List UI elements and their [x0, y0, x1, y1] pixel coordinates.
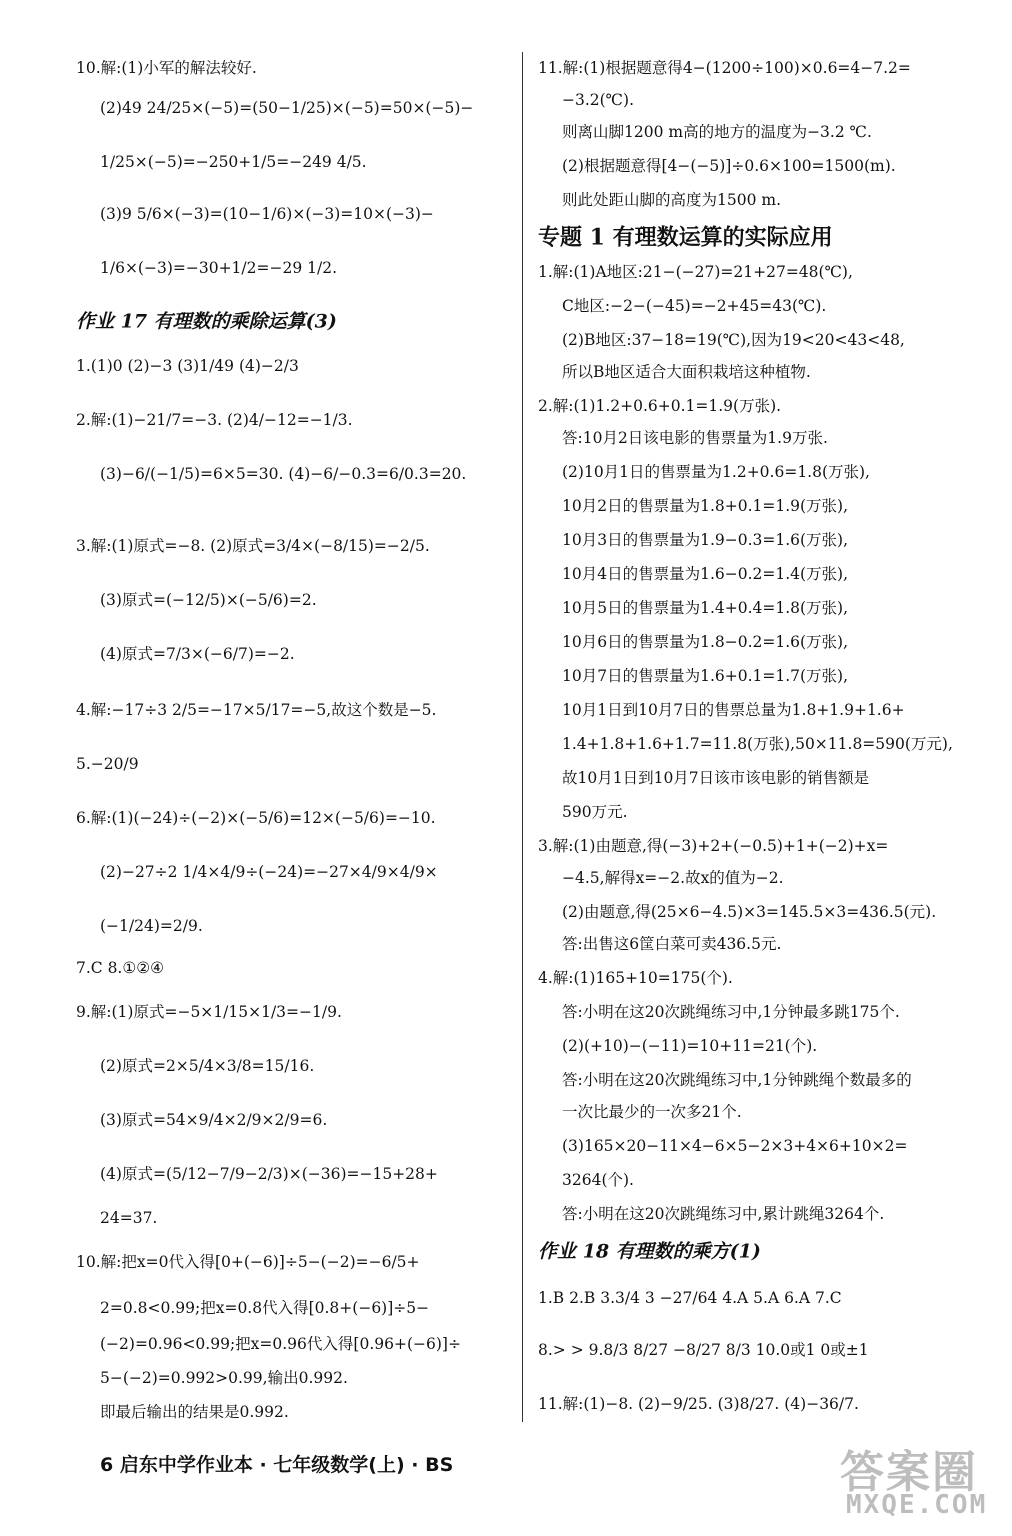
- text-line: (2)由题意,得(25×6−4.5)×3=145.5×3=436.5(元).: [562, 903, 937, 921]
- text-line: 2=0.8<0.99;把x=0.8代入得[0.8+(−6)]÷5−: [100, 1299, 430, 1317]
- text-line: 4.解:−17÷3 2/5=−17×5/17=−5,故这个数是−5.: [76, 701, 437, 719]
- text-line: 1.解:(1)A地区:21−(−27)=21+27=48(℃),: [538, 263, 853, 281]
- text-line: 590万元.: [562, 803, 628, 821]
- text-line: (2)根据题意得[4−(−5)]÷0.6×100=1500(m).: [562, 157, 896, 175]
- text-line: (2)49 24/25×(−5)=(50−1/25)×(−5)=50×(−5)−: [100, 99, 474, 117]
- text-line: 答:10月2日该电影的售票量为1.9万张.: [562, 429, 828, 447]
- text-line: 5−(−2)=0.992>0.99,输出0.992.: [100, 1369, 348, 1387]
- watermark-url: MXQE.COM: [846, 1490, 988, 1520]
- text-line: −4.5,解得x=−2.故x的值为−2.: [562, 869, 784, 887]
- text-line: −3.2(℃).: [562, 91, 634, 109]
- text-line: (2)原式=2×5/4×3/8=15/16.: [100, 1057, 315, 1075]
- text-line: 10月3日的售票量为1.9−0.3=1.6(万张),: [562, 531, 849, 549]
- text-line: 1/6×(−3)=−30+1/2=−29 1/2.: [100, 259, 338, 277]
- text-line: (3)−6/(−1/5)=6×5=30. (4)−6/−0.3=6/0.3=20.: [100, 465, 467, 483]
- text-line: (4)原式=7/3×(−6/7)=−2.: [100, 645, 295, 663]
- text-line: 则此处距山脚的高度为1500 m.: [562, 191, 781, 209]
- column-divider: [522, 52, 523, 1422]
- text-line: 答:小明在这20次跳绳练习中,1分钟跳绳个数最多的: [562, 1071, 912, 1089]
- text-line: 2.解:(1)1.2+0.6+0.1=1.9(万张).: [538, 397, 782, 415]
- text-line: 10月2日的售票量为1.8+0.1=1.9(万张),: [562, 497, 849, 515]
- text-line: 1.(1)0 (2)−3 (3)1/49 (4)−2/3: [76, 357, 299, 375]
- text-line: (−1/24)=2/9.: [100, 917, 203, 935]
- text-line: 10月1日到10月7日的售票总量为1.8+1.9+1.6+: [562, 701, 905, 719]
- section-heading: 作业 18 有理数的乘方(1): [538, 1240, 761, 1263]
- text-line: 5.−20/9: [76, 755, 139, 773]
- text-line: 8.> > 9.8/3 8/27 −8/27 8/3 10.0或1 0或±1: [538, 1341, 869, 1359]
- text-line: 10月4日的售票量为1.6−0.2=1.4(万张),: [562, 565, 849, 583]
- text-line: 24=37.: [100, 1209, 158, 1227]
- text-line: 1.B 2.B 3.3/4 3 −27/64 4.A 5.A 6.A 7.C: [538, 1289, 842, 1307]
- text-line: 故10月1日到10月7日该市该电影的销售额是: [562, 769, 870, 787]
- text-line: (3)9 5/6×(−3)=(10−1/6)×(−3)=10×(−3)−: [100, 205, 434, 223]
- text-line: (3)原式=(−12/5)×(−5/6)=2.: [100, 591, 317, 609]
- text-line: 6.解:(1)(−24)÷(−2)×(−5/6)=12×(−5/6)=−10.: [76, 809, 436, 827]
- text-line: C地区:−2−(−45)=−2+45=43(℃).: [562, 297, 827, 315]
- text-line: 11.解:(1)根据题意得4−(1200÷100)×0.6=4−7.2=: [538, 59, 911, 77]
- text-line: 10.解:把x=0代入得[0+(−6)]÷5−(−2)=−6/5+: [76, 1253, 420, 1271]
- text-line: 3264(个).: [562, 1171, 634, 1189]
- text-line: (4)原式=(5/12−7/9−2/3)×(−36)=−15+28+: [100, 1165, 438, 1183]
- text-line: 即最后输出的结果是0.992.: [100, 1403, 289, 1421]
- page-footer: 6 启东中学作业本 · 七年级数学(上) · BS: [100, 1454, 454, 1476]
- text-line: (2)10月1日的售票量为1.2+0.6=1.8(万张),: [562, 463, 870, 481]
- text-line: (3)原式=54×9/4×2/9×2/9=6.: [100, 1111, 328, 1129]
- text-line: 10月7日的售票量为1.6+0.1=1.7(万张),: [562, 667, 849, 685]
- text-line: 1.4+1.8+1.6+1.7=11.8(万张),50×11.8=590(万元),: [562, 735, 953, 753]
- text-line: 所以B地区适合大面积栽培这种植物.: [562, 363, 811, 381]
- text-line: 4.解:(1)165+10=175(个).: [538, 969, 733, 987]
- text-line: (2)−27÷2 1/4×4/9÷(−24)=−27×4/9×4/9×: [100, 863, 438, 881]
- text-line: 2.解:(1)−21/7=−3. (2)4/−12=−1/3.: [76, 411, 353, 429]
- text-line: 则离山脚1200 m高的地方的温度为−3.2 ℃.: [562, 123, 872, 141]
- text-line: (−2)=0.96<0.99;把x=0.96代入得[0.96+(−6)]÷: [100, 1335, 461, 1353]
- text-line: 10.解:(1)小军的解法较好.: [76, 59, 257, 77]
- text-line: 答:小明在这20次跳绳练习中,累计跳绳3264个.: [562, 1205, 885, 1223]
- text-line: 7.C 8.①②④: [76, 959, 165, 977]
- text-line: 1/25×(−5)=−250+1/5=−249 4/5.: [100, 153, 367, 171]
- text-line: 一次比最少的一次多21个.: [562, 1103, 742, 1121]
- text-line: (2)(+10)−(−11)=10+11=21(个).: [562, 1037, 818, 1055]
- section-heading: 专题 1 有理数运算的实际应用: [538, 224, 833, 251]
- text-line: 9.解:(1)原式=−5×1/15×1/3=−1/9.: [76, 1003, 342, 1021]
- section-heading: 作业 17 有理数的乘除运算(3): [76, 310, 337, 333]
- text-line: 答:小明在这20次跳绳练习中,1分钟最多跳175个.: [562, 1003, 900, 1021]
- text-line: 答:出售这6筐白菜可卖436.5元.: [562, 935, 782, 953]
- watermark-logo: [832, 1432, 992, 1528]
- watermark-title: 答案圈: [840, 1447, 978, 1498]
- text-line: (3)165×20−11×4−6×5−2×3+4×6+10×2=: [562, 1137, 908, 1155]
- text-line: 10月5日的售票量为1.4+0.4=1.8(万张),: [562, 599, 849, 617]
- text-line: 3.解:(1)原式=−8. (2)原式=3/4×(−8/15)=−2/5.: [76, 537, 430, 555]
- text-line: 10月6日的售票量为1.8−0.2=1.6(万张),: [562, 633, 849, 651]
- text-line: (2)B地区:37−18=19(℃),因为19<20<43<48,: [562, 331, 905, 349]
- text-line: 11.解:(1)−8. (2)−9/25. (3)8/27. (4)−36/7.: [538, 1395, 859, 1413]
- text-line: 3.解:(1)由题意,得(−3)+2+(−0.5)+1+(−2)+x=: [538, 837, 889, 855]
